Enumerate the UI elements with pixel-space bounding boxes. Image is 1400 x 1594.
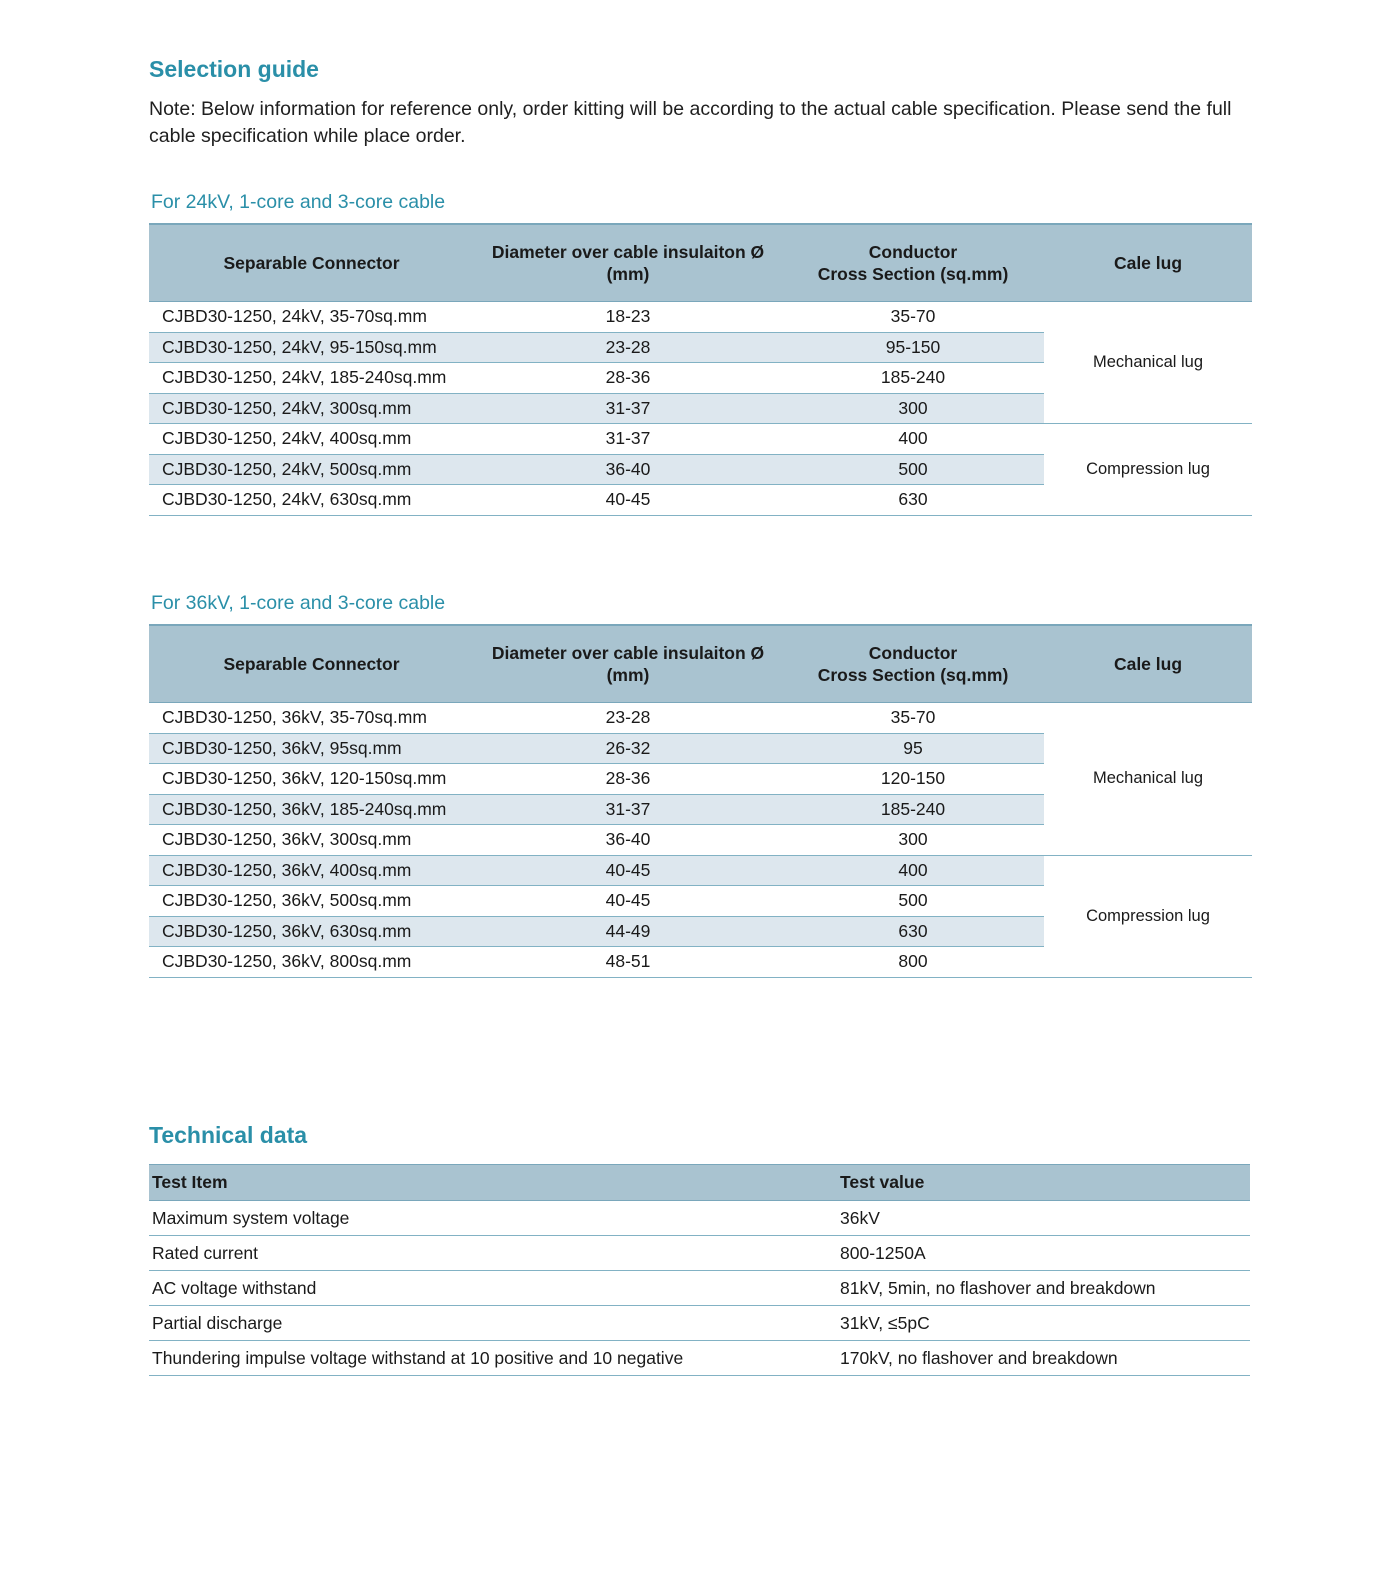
diameter-cell: 18-23 — [474, 302, 782, 333]
header-diameter-line2: (mm) — [606, 264, 650, 284]
table-36kv-subtitle: For 36kV, 1-core and 3-core cable — [151, 592, 446, 614]
section-cell: 400 — [782, 424, 1044, 455]
lug-cell-compression: Compression lug — [1044, 855, 1252, 977]
diameter-cell: 36-40 — [474, 454, 782, 485]
section-cell: 95-150 — [782, 332, 1044, 363]
table-row — [149, 302, 1252, 333]
section-cell: 630 — [782, 916, 1044, 947]
header-conductor-line1: Conductor — [868, 643, 958, 663]
diameter-cell: 40-45 — [474, 886, 782, 917]
diameter-cell: 28-36 — [474, 764, 782, 795]
section-cell: 400 — [782, 855, 1044, 886]
test-value-cell: 31kV, ≤5pC — [837, 1306, 1250, 1341]
diameter-cell: 31-37 — [474, 794, 782, 825]
table-row — [149, 855, 1252, 886]
section-cell: 95 — [782, 733, 1044, 764]
diameter-cell: 23-28 — [474, 332, 782, 363]
diameter-cell: 44-49 — [474, 916, 782, 947]
connector-cell: CJBD30-1250, 24kV, 185-240sq.mm — [149, 363, 474, 394]
table-header-row — [149, 625, 1252, 703]
connector-cell: CJBD30-1250, 24kV, 95-150sq.mm — [149, 332, 474, 363]
lug-cell-compression: Compression lug — [1044, 424, 1252, 516]
table-row — [149, 1271, 1250, 1306]
header-diameter-line1: Diameter over cable insulaiton Ø — [491, 643, 765, 663]
table-36kv — [149, 624, 1252, 978]
diameter-cell: 31-37 — [474, 393, 782, 424]
header-diameter-line2: (mm) — [606, 665, 650, 685]
connector-cell: CJBD30-1250, 36kV, 185-240sq.mm — [149, 794, 474, 825]
test-item-cell: Partial discharge — [149, 1306, 837, 1341]
connector-cell: CJBD30-1250, 36kV, 35-70sq.mm — [149, 703, 474, 734]
connector-cell: CJBD30-1250, 36kV, 500sq.mm — [149, 886, 474, 917]
test-item-cell: Thundering impulse voltage withstand at 10 positive and 10 negative — [149, 1341, 837, 1376]
table-row — [149, 1341, 1250, 1376]
table-row — [149, 1306, 1250, 1341]
header-diameter — [474, 625, 782, 703]
header-lug: Cale lug — [1044, 625, 1252, 703]
header-conductor-line2: Cross Section (sq.mm) — [817, 665, 1009, 685]
test-value-cell: 800-1250A — [837, 1236, 1250, 1271]
connector-cell: CJBD30-1250, 36kV, 630sq.mm — [149, 916, 474, 947]
table-header-row — [149, 1165, 1250, 1201]
section-cell: 300 — [782, 825, 1044, 856]
diameter-cell: 31-37 — [474, 424, 782, 455]
section-cell: 185-240 — [782, 794, 1044, 825]
test-item-cell: AC voltage withstand — [149, 1271, 837, 1306]
connector-cell: CJBD30-1250, 24kV, 500sq.mm — [149, 454, 474, 485]
selection-guide-title: Selection guide — [149, 56, 319, 82]
section-cell: 800 — [782, 947, 1044, 978]
lug-cell-mechanical: Mechanical lug — [1044, 703, 1252, 856]
table-row — [149, 1236, 1250, 1271]
section-cell: 630 — [782, 485, 1044, 516]
section-cell: 500 — [782, 886, 1044, 917]
diameter-cell: 40-45 — [474, 485, 782, 516]
section-cell: 35-70 — [782, 703, 1044, 734]
lug-cell-mechanical: Mechanical lug — [1044, 302, 1252, 424]
connector-cell: CJBD30-1250, 36kV, 120-150sq.mm — [149, 764, 474, 795]
header-connector: Separable Connector — [149, 224, 474, 302]
test-value-cell: 36kV — [837, 1201, 1250, 1236]
section-cell: 300 — [782, 393, 1044, 424]
connector-cell: CJBD30-1250, 36kV, 400sq.mm — [149, 855, 474, 886]
connector-cell: CJBD30-1250, 24kV, 35-70sq.mm — [149, 302, 474, 333]
table-row — [149, 424, 1252, 455]
header-conductor-line2: Cross Section (sq.mm) — [817, 264, 1009, 284]
connector-cell: CJBD30-1250, 36kV, 800sq.mm — [149, 947, 474, 978]
diameter-cell: 26-32 — [474, 733, 782, 764]
connector-cell: CJBD30-1250, 24kV, 400sq.mm — [149, 424, 474, 455]
header-lug: Cale lug — [1044, 224, 1252, 302]
diameter-cell: 40-45 — [474, 855, 782, 886]
test-item-cell: Maximum system voltage — [149, 1201, 837, 1236]
section-cell: 185-240 — [782, 363, 1044, 394]
test-item-cell: Rated current — [149, 1236, 837, 1271]
technical-data-table — [149, 1164, 1250, 1376]
test-value-cell: 81kV, 5min, no flashover and breakdown — [837, 1271, 1250, 1306]
table-24kv-subtitle: For 24kV, 1-core and 3-core cable — [151, 191, 446, 213]
header-diameter — [474, 224, 782, 302]
technical-data-title: Technical data — [149, 1122, 308, 1148]
diameter-cell: 36-40 — [474, 825, 782, 856]
header-test-value: Test value — [837, 1165, 1250, 1201]
header-conductor — [782, 625, 1044, 703]
header-conductor-line1: Conductor — [868, 242, 958, 262]
table-row — [149, 703, 1252, 734]
diameter-cell: 48-51 — [474, 947, 782, 978]
table-24kv — [149, 223, 1252, 516]
header-connector: Separable Connector — [149, 625, 474, 703]
test-value-cell: 170kV, no flashover and breakdown — [837, 1341, 1250, 1376]
section-cell: 500 — [782, 454, 1044, 485]
section-cell: 120-150 — [782, 764, 1044, 795]
connector-cell: CJBD30-1250, 24kV, 630sq.mm — [149, 485, 474, 516]
header-conductor — [782, 224, 1044, 302]
connector-cell: CJBD30-1250, 36kV, 300sq.mm — [149, 825, 474, 856]
diameter-cell: 28-36 — [474, 363, 782, 394]
table-row — [149, 1201, 1250, 1236]
table-header-row — [149, 224, 1252, 302]
connector-cell: CJBD30-1250, 24kV, 300sq.mm — [149, 393, 474, 424]
selection-guide-note: Note: Below information for reference only, order kitting will be according to the actual cable specification. Please send the full cable specification while place order. — [149, 98, 1232, 147]
header-test-item: Test Item — [149, 1165, 837, 1201]
header-diameter-line1: Diameter over cable insulaiton Ø — [491, 242, 765, 262]
section-cell: 35-70 — [782, 302, 1044, 333]
connector-cell: CJBD30-1250, 36kV, 95sq.mm — [149, 733, 474, 764]
diameter-cell: 23-28 — [474, 703, 782, 734]
